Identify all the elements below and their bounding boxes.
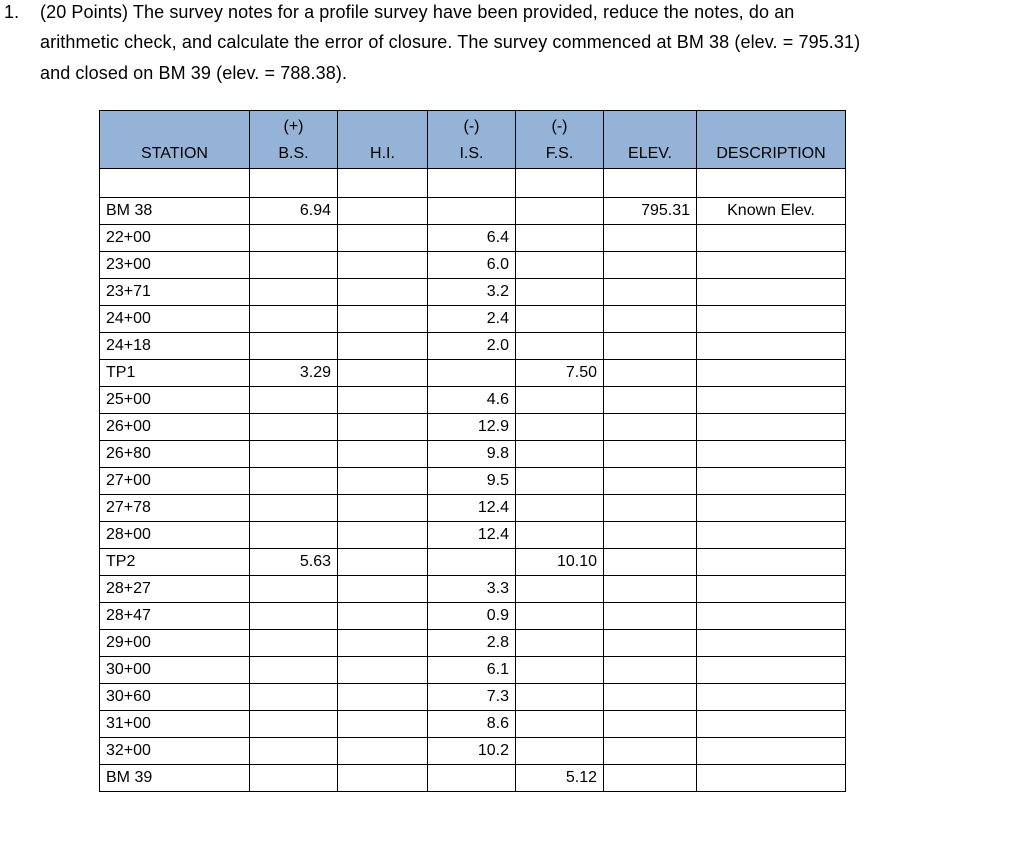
cell-fs [516, 495, 604, 522]
sign-elev [604, 111, 697, 140]
cell-description [697, 495, 846, 522]
cell-hi [338, 630, 428, 657]
cell-is: 6.0 [428, 252, 516, 279]
cell-hi [338, 414, 428, 441]
cell-is: 7.3 [428, 684, 516, 711]
cell-is: 0.9 [428, 603, 516, 630]
cell-bs [250, 738, 338, 765]
cell-description [697, 252, 846, 279]
cell-fs [516, 414, 604, 441]
cell-elev [604, 657, 697, 684]
cell-elev [604, 468, 697, 495]
sign-is: (-) [428, 111, 516, 140]
cell-station: TP1 [100, 360, 250, 387]
table-row [100, 360, 846, 387]
cell-is [428, 765, 516, 792]
cell-bs [250, 711, 338, 738]
cell-bs [250, 684, 338, 711]
table-row [100, 549, 846, 576]
cell-is: 3.3 [428, 576, 516, 603]
cell-description [697, 549, 846, 576]
cell-fs [516, 684, 604, 711]
cell-bs [250, 576, 338, 603]
cell-hi [338, 198, 428, 225]
cell-description [697, 738, 846, 765]
header-hi: H.I. [338, 140, 428, 169]
cell-station: 28+00 [100, 522, 250, 549]
cell-hi [338, 252, 428, 279]
cell-fs [516, 387, 604, 414]
cell-bs [250, 333, 338, 360]
cell-is: 10.2 [428, 738, 516, 765]
cell-hi [338, 360, 428, 387]
cell-elev [604, 549, 697, 576]
cell-elev [604, 711, 697, 738]
cell-is: 6.4 [428, 225, 516, 252]
cell-fs [516, 225, 604, 252]
header-station: STATION [100, 140, 250, 169]
table-row [100, 738, 846, 765]
cell-elev [604, 603, 697, 630]
cell-elev [604, 279, 697, 306]
table-row [100, 522, 846, 549]
cell-description [697, 279, 846, 306]
table-row [100, 603, 846, 630]
table-row [100, 468, 846, 495]
cell-station: 22+00 [100, 225, 250, 252]
table-row [100, 252, 846, 279]
cell-bs [250, 522, 338, 549]
cell-fs [516, 738, 604, 765]
cell-description [697, 441, 846, 468]
cell-hi [338, 711, 428, 738]
cell-elev [604, 441, 697, 468]
cell-station: 31+00 [100, 711, 250, 738]
cell-description [697, 684, 846, 711]
cell-description [697, 630, 846, 657]
cell-hi [338, 738, 428, 765]
cell-elev [604, 576, 697, 603]
table-row [100, 279, 846, 306]
cell-elev: 795.31 [604, 198, 697, 225]
cell-fs [516, 468, 604, 495]
cell-description [697, 468, 846, 495]
sign-fs: (-) [516, 111, 604, 140]
cell-station: 28+27 [100, 576, 250, 603]
cell-bs [250, 630, 338, 657]
cell-elev [604, 495, 697, 522]
cell-fs [516, 279, 604, 306]
table-row [100, 225, 846, 252]
blank-cell [100, 169, 250, 198]
cell-hi [338, 576, 428, 603]
table-row [100, 441, 846, 468]
cell-fs [516, 306, 604, 333]
cell-is: 2.4 [428, 306, 516, 333]
table-row [100, 657, 846, 684]
table-row [100, 414, 846, 441]
cell-description [697, 711, 846, 738]
cell-fs: 10.10 [516, 549, 604, 576]
cell-is: 2.0 [428, 333, 516, 360]
table-row [100, 576, 846, 603]
cell-elev [604, 333, 697, 360]
cell-bs: 3.29 [250, 360, 338, 387]
cell-bs [250, 252, 338, 279]
cell-description [697, 414, 846, 441]
blank-cell [338, 169, 428, 198]
sign-description [697, 111, 846, 140]
cell-elev [604, 387, 697, 414]
header-description: DESCRIPTION [697, 140, 846, 169]
cell-elev [604, 360, 697, 387]
survey-notes-table [99, 110, 846, 792]
cell-is [428, 549, 516, 576]
cell-hi [338, 765, 428, 792]
cell-hi [338, 387, 428, 414]
cell-fs [516, 657, 604, 684]
blank-row [100, 169, 846, 198]
cell-is: 3.2 [428, 279, 516, 306]
cell-is: 9.5 [428, 468, 516, 495]
cell-elev [604, 225, 697, 252]
cell-bs [250, 657, 338, 684]
cell-hi [338, 603, 428, 630]
table-row [100, 495, 846, 522]
cell-elev [604, 630, 697, 657]
cell-bs: 6.94 [250, 198, 338, 225]
cell-hi [338, 225, 428, 252]
cell-bs: 5.63 [250, 549, 338, 576]
table-row [100, 711, 846, 738]
cell-bs [250, 279, 338, 306]
sign-station [100, 111, 250, 140]
cell-description [697, 522, 846, 549]
cell-is: 12.9 [428, 414, 516, 441]
cell-elev [604, 738, 697, 765]
cell-is [428, 198, 516, 225]
cell-description [697, 306, 846, 333]
cell-fs: 5.12 [516, 765, 604, 792]
cell-station: 24+18 [100, 333, 250, 360]
table-row [100, 333, 846, 360]
cell-station: 24+00 [100, 306, 250, 333]
cell-is: 2.8 [428, 630, 516, 657]
cell-bs [250, 495, 338, 522]
cell-fs [516, 603, 604, 630]
table-row [100, 198, 846, 225]
cell-station: 30+00 [100, 657, 250, 684]
cell-hi [338, 549, 428, 576]
cell-elev [604, 414, 697, 441]
blank-cell [604, 169, 697, 198]
table-row [100, 684, 846, 711]
cell-description [697, 387, 846, 414]
table-row [100, 306, 846, 333]
cell-hi [338, 522, 428, 549]
cell-station: 32+00 [100, 738, 250, 765]
cell-station: 30+60 [100, 684, 250, 711]
header-elev: ELEV. [604, 140, 697, 169]
cell-description: Known Elev. [697, 198, 846, 225]
header-row [100, 140, 846, 169]
cell-elev [604, 306, 697, 333]
cell-elev [604, 684, 697, 711]
cell-description [697, 576, 846, 603]
header-fs: F.S. [516, 140, 604, 169]
cell-description [697, 225, 846, 252]
cell-bs [250, 387, 338, 414]
cell-is: 9.8 [428, 441, 516, 468]
cell-station: 29+00 [100, 630, 250, 657]
cell-fs [516, 252, 604, 279]
blank-cell [697, 169, 846, 198]
blank-cell [516, 169, 604, 198]
cell-station: 27+00 [100, 468, 250, 495]
cell-station: 23+71 [100, 279, 250, 306]
cell-bs [250, 765, 338, 792]
cell-description [697, 333, 846, 360]
cell-bs [250, 468, 338, 495]
question-line-1: (20 Points) The survey notes for a profile survey have been provided, reduce the notes, do an [40, 2, 795, 22]
blank-cell [428, 169, 516, 198]
cell-bs [250, 225, 338, 252]
cell-fs [516, 441, 604, 468]
cell-description [697, 657, 846, 684]
header-bs: B.S. [250, 140, 338, 169]
cell-hi [338, 468, 428, 495]
cell-hi [338, 441, 428, 468]
cell-station: 26+00 [100, 414, 250, 441]
cell-hi [338, 306, 428, 333]
cell-bs [250, 306, 338, 333]
cell-bs [250, 414, 338, 441]
cell-elev [604, 765, 697, 792]
cell-is: 8.6 [428, 711, 516, 738]
cell-elev [604, 522, 697, 549]
cell-bs [250, 603, 338, 630]
cell-is: 4.6 [428, 387, 516, 414]
cell-station: 26+80 [100, 441, 250, 468]
question-line-3: and closed on BM 39 (elev. = 788.38). [40, 63, 348, 83]
cell-elev [604, 252, 697, 279]
table-row [100, 765, 846, 792]
cell-fs [516, 630, 604, 657]
cell-is [428, 360, 516, 387]
cell-hi [338, 684, 428, 711]
sign-row [100, 111, 846, 140]
cell-is: 12.4 [428, 495, 516, 522]
cell-fs [516, 333, 604, 360]
cell-is: 12.4 [428, 522, 516, 549]
cell-hi [338, 657, 428, 684]
question-number: 1. [4, 2, 20, 22]
cell-station: BM 38 [100, 198, 250, 225]
header-is: I.S. [428, 140, 516, 169]
cell-fs [516, 576, 604, 603]
cell-station: TP2 [100, 549, 250, 576]
cell-station: BM 39 [100, 765, 250, 792]
table-row [100, 387, 846, 414]
cell-is: 6.1 [428, 657, 516, 684]
question-line-2: arithmetic check, and calculate the error of closure. The survey commenced at BM 38 (elev. = 795.31) [40, 32, 861, 52]
cell-station: 23+00 [100, 252, 250, 279]
blank-cell [250, 169, 338, 198]
cell-station: 27+78 [100, 495, 250, 522]
cell-bs [250, 441, 338, 468]
sign-bs: (+) [250, 111, 338, 140]
table-body [100, 169, 846, 792]
cell-station: 25+00 [100, 387, 250, 414]
cell-hi [338, 495, 428, 522]
cell-hi [338, 279, 428, 306]
cell-fs [516, 522, 604, 549]
sign-hi [338, 111, 428, 140]
cell-description [697, 765, 846, 792]
cell-fs [516, 711, 604, 738]
cell-station: 28+47 [100, 603, 250, 630]
cell-description [697, 360, 846, 387]
table-row [100, 630, 846, 657]
cell-hi [338, 333, 428, 360]
cell-fs: 7.50 [516, 360, 604, 387]
cell-fs [516, 198, 604, 225]
cell-description [697, 603, 846, 630]
